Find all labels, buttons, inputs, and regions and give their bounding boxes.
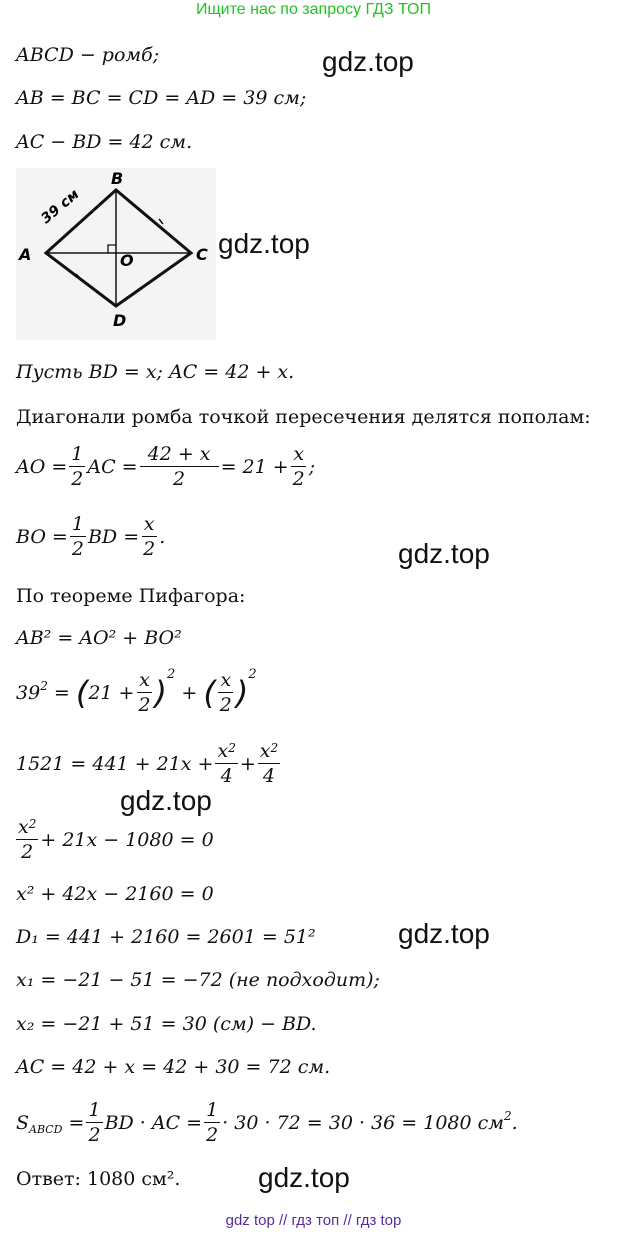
- eq-expanded: 1521 = 441 + 21x + $\frac{x^2}{4}$ + $\frac{x^2}{4}$: [16, 740, 279, 787]
- side-length-label: 39 см: [38, 186, 83, 228]
- eq-bo: BO = $\frac{1}{2}$ BD = $\frac{x}{2}$ .: [16, 513, 166, 560]
- eq-area: $S_{ABCD}$ = $\frac{1}{2}$ BD · AC = $\frac{1}{2}$ · 30 · 72 = 30 · 36 = 1080 $см^2$.: [16, 1099, 518, 1146]
- eq-ac-value: AC = 42 + x = 42 + 30 = 72 см.: [16, 1056, 331, 1078]
- bottom-banner: gdz top // гдз топ // гдз top: [225, 1212, 402, 1229]
- diagonals-statement: Диагонали ромба точкой пересечения делятся пополам:: [16, 406, 591, 428]
- watermark-3: gdz.top: [398, 538, 490, 569]
- answer-line: Ответ: 1080 см².: [16, 1168, 181, 1190]
- label-o: O: [120, 251, 134, 270]
- eq-ao: AO = $\frac{1}{2}$ AC = $\frac{42 + x}{2}$ = 21 + $\frac{x}{2}$ ;: [16, 443, 316, 490]
- given-line-1: ABCD − ромб;: [16, 44, 160, 66]
- eq-simplified: $\frac{x^2}{2}$ + 21x − 1080 = 0: [18, 816, 214, 863]
- pythagoras-heading: По теореме Пифагора:: [16, 585, 246, 607]
- label-d: D: [113, 311, 127, 330]
- given-line-2: AB = BC = CD = AD = 39 см;: [16, 87, 307, 109]
- eq-root-1: x₁ = −21 − 51 = −72 (не подходит);: [16, 969, 380, 991]
- let-line: Пусть BD = x; AC = 42 + x.: [16, 361, 295, 383]
- watermark-4: gdz.top: [120, 785, 212, 816]
- eq-substitution: $39^2$ = ( 21 + $\frac{x}{2}$ ) 2 + ( $\frac{x}{2}$ ) 2: [16, 667, 257, 716]
- label-b: B: [111, 169, 124, 188]
- given-line-3: AC − BD = 42 см.: [16, 131, 193, 153]
- label-a: A: [19, 245, 32, 264]
- eq-quadratic: x² + 42x − 2160 = 0: [16, 883, 214, 905]
- eq-discriminant: D₁ = 441 + 2160 = 2601 = 51²: [16, 926, 316, 948]
- watermark-5: gdz.top: [398, 918, 490, 949]
- eq-root-2: x₂ = −21 + 51 = 30 (см) − BD.: [16, 1013, 317, 1035]
- rhombus-figure: [16, 168, 216, 340]
- top-banner: Ищите нас по запросу ГДЗ ТОП: [196, 1, 431, 18]
- watermark-2: gdz.top: [218, 228, 310, 259]
- watermark-6: gdz.top: [258, 1162, 350, 1193]
- label-c: C: [196, 245, 208, 264]
- watermark-1: gdz.top: [322, 46, 414, 77]
- eq-pythagoras: AB² = AO² + BO²: [16, 627, 182, 649]
